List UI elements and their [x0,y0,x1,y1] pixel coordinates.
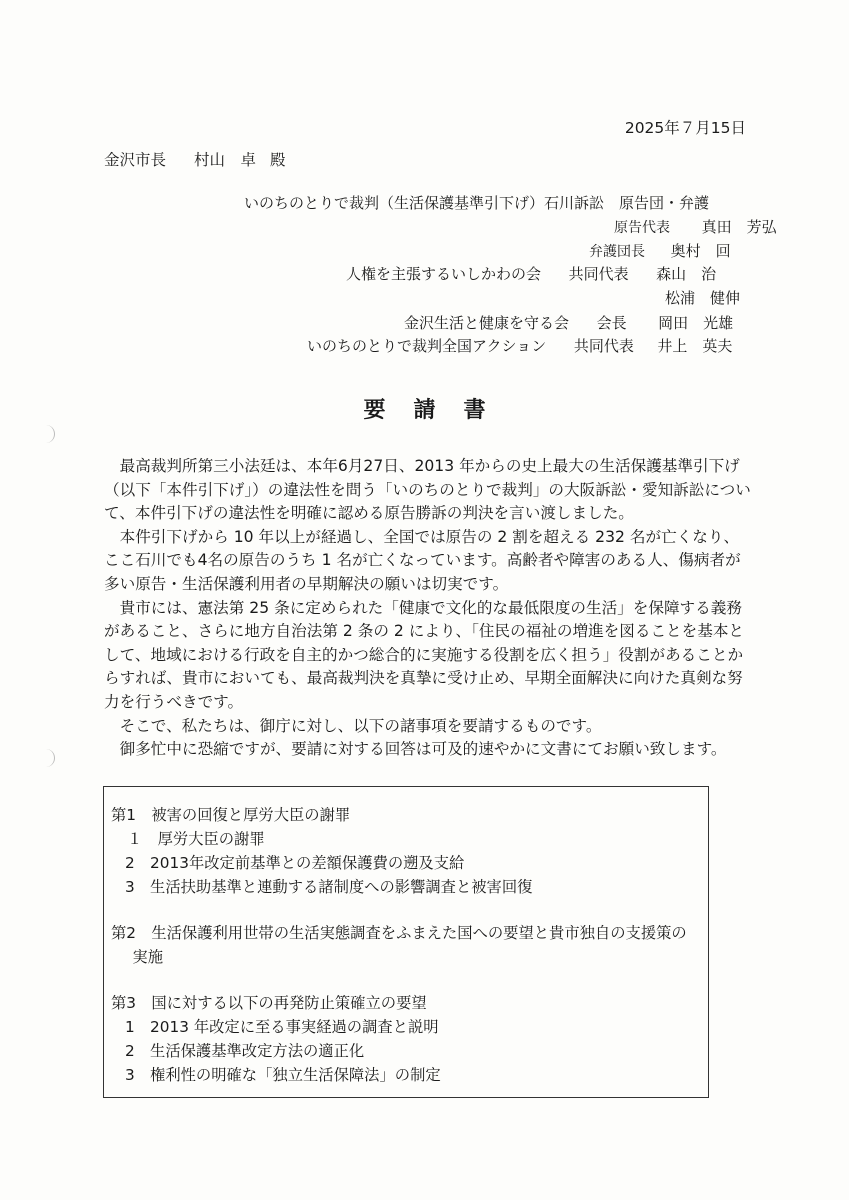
sender-role: 会長 [596,314,627,332]
sender-org: いのちのとりで裁判全国アクション [307,337,547,355]
body-paragraph: 本件引下げから 10 年以上が経過し、全国では原告の 2 割を超える 232 名が亡くなり、ここ石川でも4名の原告のうち 1 名が亡くなっています。高齢者や障害のある人、傷病者が多い原告・生活保護利用者の早期解決の願いは切実です。 [104,527,741,593]
request-sub-item: 3 権利性の明確な「独立生活保障法」の制定 [125,1066,441,1084]
addressee-honorific: 殿 [270,151,286,169]
sender-name: 岡田 光雄 [658,314,734,332]
sender-name: 奥村 回 [670,242,731,260]
document-date: 2025年７月15日 [624,119,746,137]
sender-name: 森山 治 [656,265,717,283]
sender-entry [307,336,732,356]
sender-entry [346,264,716,284]
body-text [104,455,754,762]
sender-name: 松浦 健伸 [665,289,741,307]
sender-role: 共同代表 [573,337,634,355]
sender-org: 金沢生活と健康を守る会 [404,314,570,332]
document-title: 要請書 [363,398,514,423]
request-sub-item: 1 2013 年改定に至る事実経過の調査と説明 [125,1018,439,1036]
sender-role: 原告代表 [614,220,670,236]
request-sub-item: 3 生活扶助基準と連動する諸制度への影響調査と被害回復 [125,878,533,896]
request-sub-item: 2 2013年改定前基準との差額保護費の遡及支給 [125,854,465,872]
sender-entry [589,241,731,262]
body-paragraph: 御多忙中に恐縮ですが、要請に対する回答は可及的速やかに文書にてお願い致します。 [119,740,727,759]
body-paragraph: 貴市には、憲法第 25 条に定められた「健康で文化的な最低限度の生活」を保障する義務があること、さらに地方自治法第 2 条の 2 により、「住民の福祉の増進を図ることを基本として、地域における行政を自主的かつ総合的に実施する役割を広く担う」役割があることからすれば、貴市においても、最高裁判決を真摯に受け止め、早期全面解決に向けた真剣な努力を行うべきです。 [104,598,745,711]
sender-role: 弁護団長 [589,244,645,260]
addressee [104,150,286,170]
body-paragraph: 最高裁判所第三小法廷は、本年6月27日、2013 年からの史上最大の生活保護基準引下げ（以下「本件引下げ」）の違法性を問う「いのちのとりで裁判」の大阪訴訟・愛知訴訟について、本件引下げの違法性を明確に認める原告勝訴の判決を言い渡しました。 [104,457,751,523]
request-section-title: 第3 国に対する以下の再発防止策確立の要望 [111,994,427,1012]
sender-role: 共同代表 [568,265,629,283]
request-items-box [103,786,709,1098]
body-paragraph: そこで、私たちは、御庁に対し、以下の諸事項を要請するものです。 [119,716,602,735]
sender-name: 真田 芳弘 [701,218,777,236]
sender-entry [614,217,777,238]
request-section-title: 第1 被害の回復と厚労大臣の謝罪 [111,806,351,824]
sender-name: 井上 英夫 [657,337,733,355]
binder-hole-mark [46,749,55,767]
request-sub-item: １ 厚労大臣の謝罪 [127,830,265,848]
sender-entry [404,313,733,333]
addressee-name: 村山 卓 [194,151,257,169]
sender-org: いのちのとりで裁判（生活保護基準引下げ）石川訴訟 原告団・弁護 [244,194,710,212]
request-section-title: 第2 生活保護利用世帯の生活実態調査をふまえた国への要望と貴市独自の支援策の実施 [111,924,687,966]
addressee-title: 金沢市長 [104,151,167,169]
sender-org: 人権を主張するいしかわの会 [346,265,542,283]
request-sub-item: 2 生活保護基準改定方法の適正化 [125,1042,365,1060]
binder-hole-mark [46,425,55,443]
